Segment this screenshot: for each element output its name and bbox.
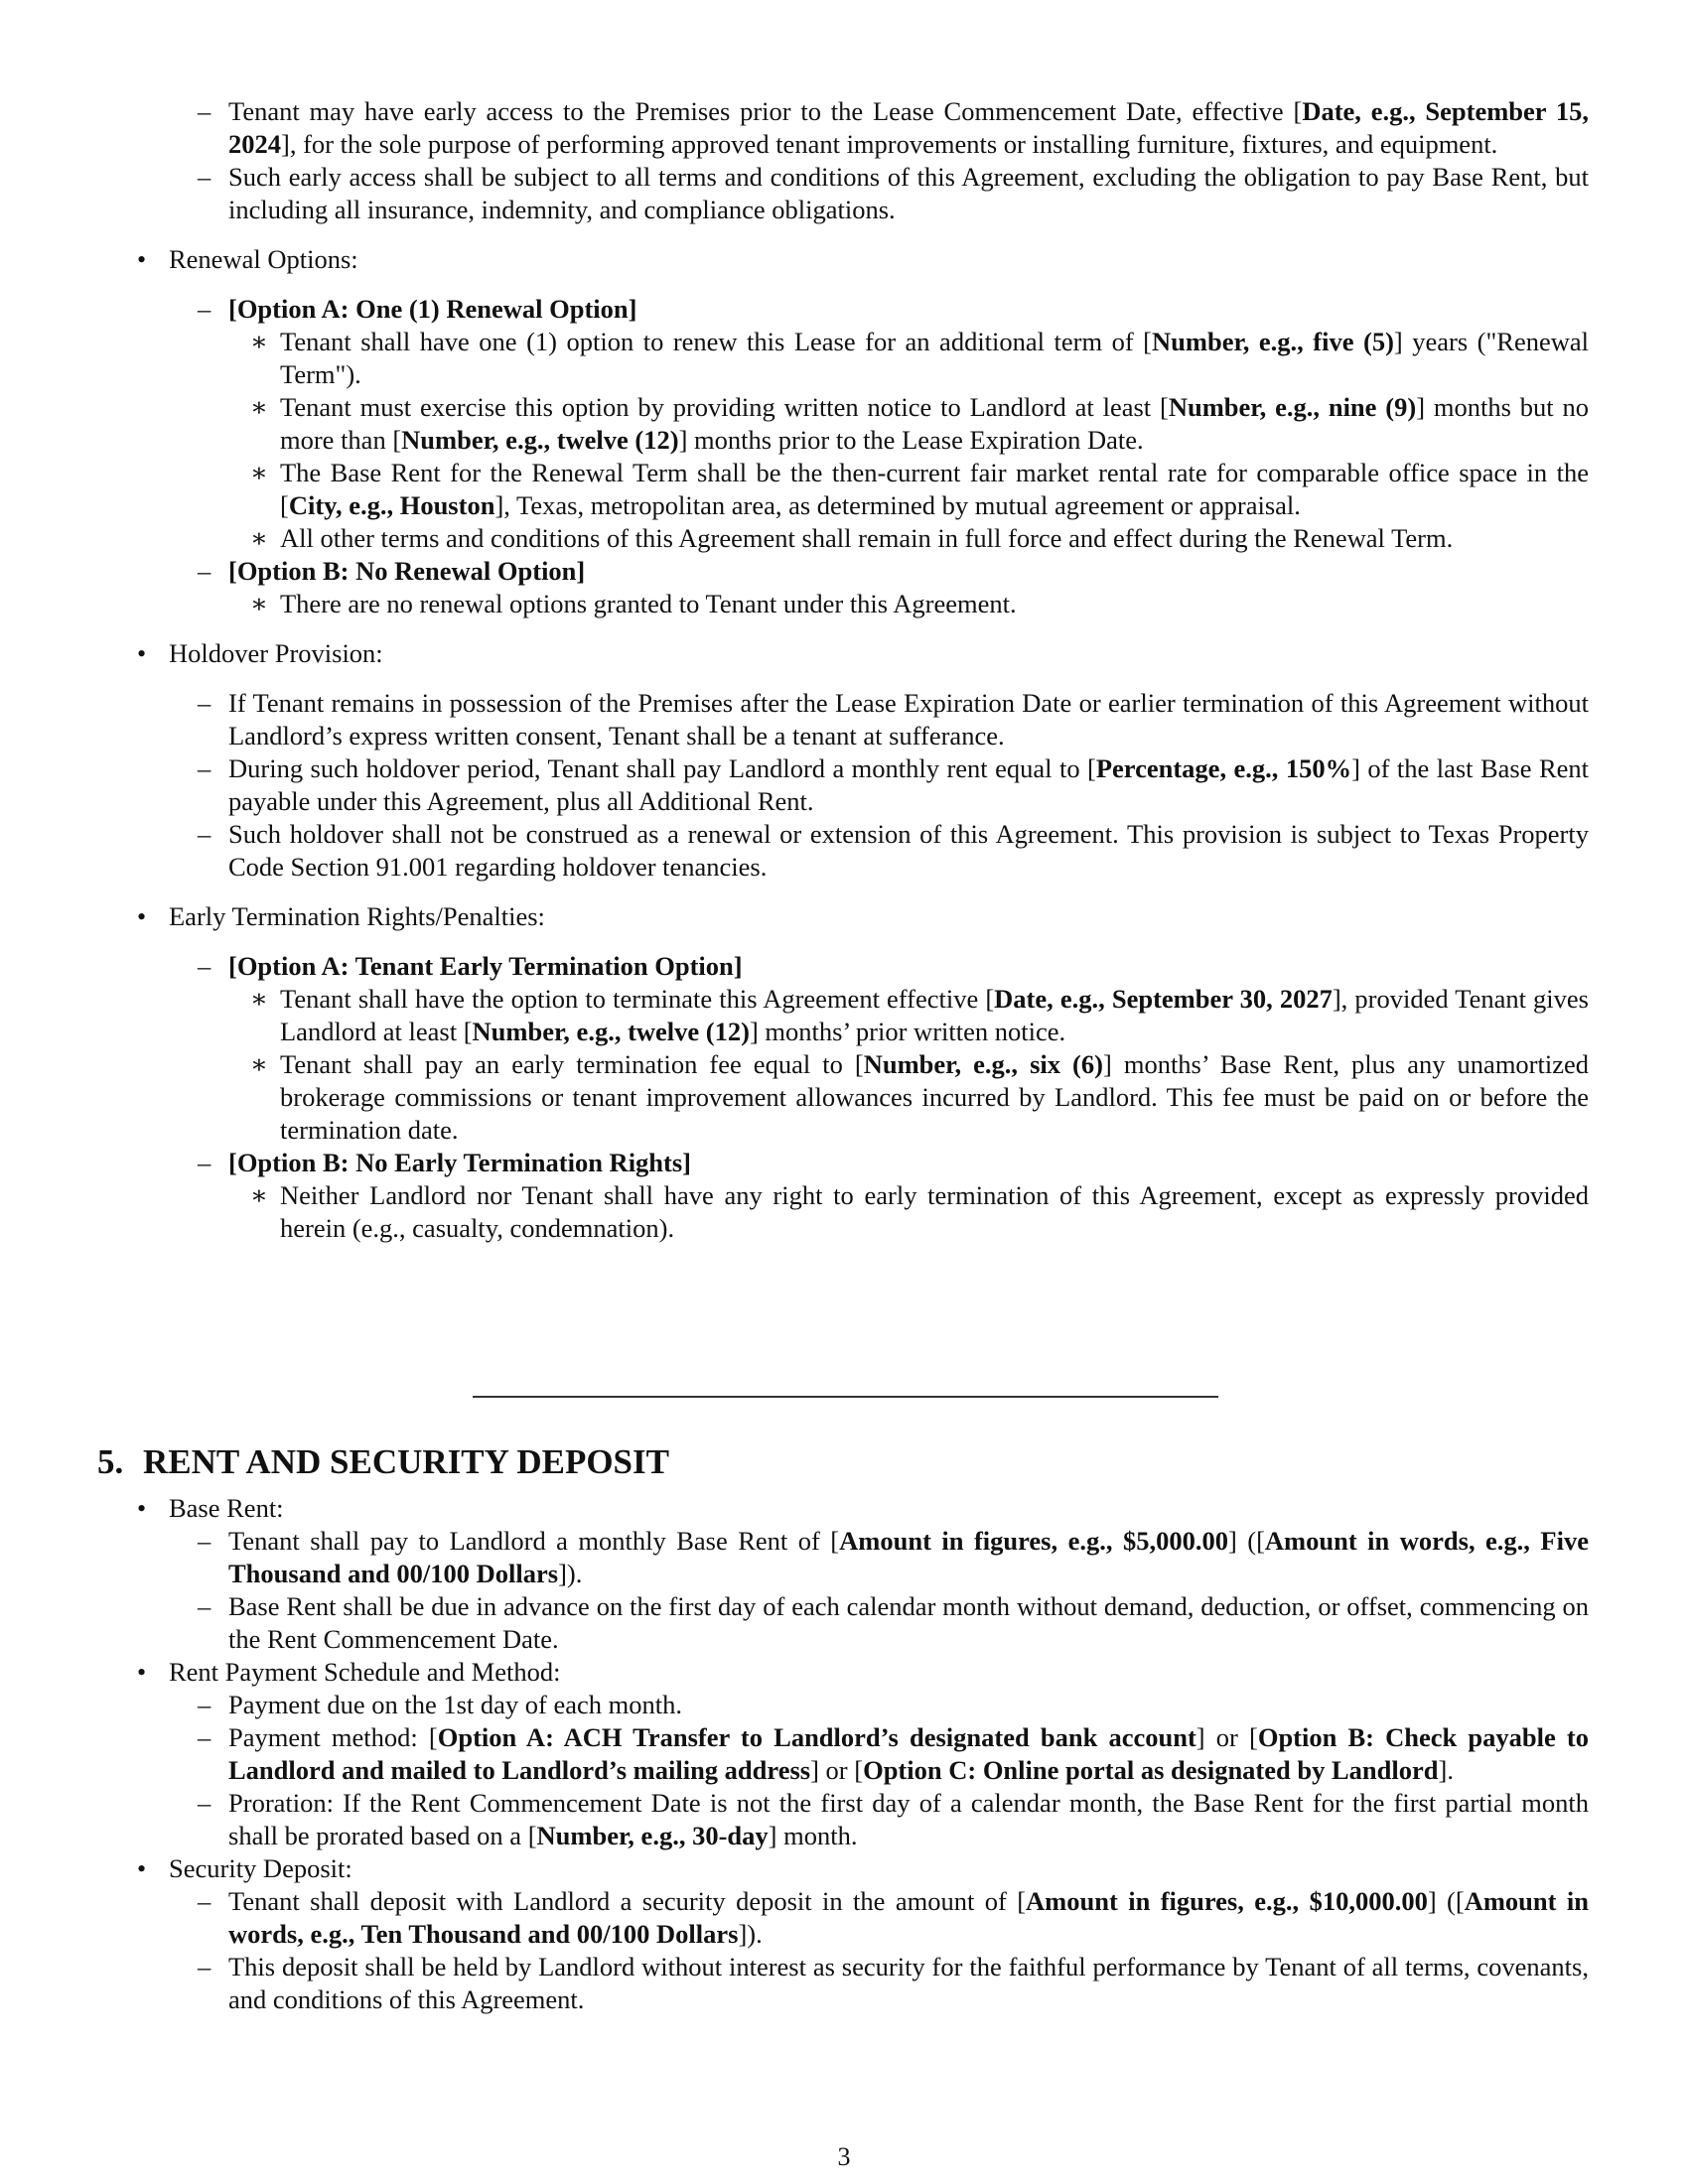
list-item: – Proration: If the Rent Commencement Date is not the first day of a calendar month, the Base Rent for the first partial month shall be prorated based on a [Number, e.g., 30-day] month. (198, 1788, 1589, 1850)
dash-marker: – (198, 753, 211, 783)
dash-marker: – (198, 96, 211, 126)
bullet-marker: • (137, 1658, 147, 1687)
placeholder-field: City, e.g., Houston (288, 490, 495, 520)
bullet-holdover: • Holdover Provision: (137, 638, 383, 668)
bullet-marker: • (137, 902, 147, 931)
list-item: ∗ There are no renewal options granted to Tenant under this Agreement. (250, 589, 1017, 618)
lease-section-5 (97, 1492, 1589, 2016)
dash-marker: – (198, 1148, 211, 1177)
star-marker: ∗ (250, 458, 269, 487)
bullet-security-deposit: • Security Deposit: (137, 1853, 352, 1883)
bullet-base-rent: • Base Rent: (137, 1493, 284, 1523)
list-item: – Such early access shall be subject to all terms and conditions of this Agreement, excluding the obligation to pay Base Rent, but including all insurance, indemnity, and compliance obligations. (198, 162, 1589, 224)
list-item: – Tenant shall deposit with Landlord a security deposit in the amount of [Amount in figures, e.g., $10,000.00] ([Amount in words, e.g., Ten Thousand and 00/100 Dollars]). (198, 1886, 1589, 1949)
bullet-marker: • (137, 1854, 147, 1883)
dash-marker: – (198, 556, 211, 586)
list-item: ∗ All other terms and conditions of this Agreement shall remain in full force and effect during the Renewal Term. (250, 523, 1454, 553)
dash-marker: – (198, 1526, 211, 1556)
option-heading: – [Option B: No Renewal Option] (198, 556, 586, 586)
bullet-early-termination: • Early Termination Rights/Penalties: (137, 901, 545, 931)
dash-marker: – (198, 1690, 211, 1719)
placeholder-field: Number, e.g., twelve (12) (472, 1017, 750, 1046)
section-title: RENT AND SECURITY DEPOSIT (143, 1442, 669, 1481)
placeholder-field: Percentage, e.g., 150% (1095, 753, 1352, 783)
placeholder-field: Option A: ACH Transfer to Landlord’s designated bank account (437, 1722, 1196, 1752)
placeholder-field: Number, e.g., six (6) (863, 1049, 1103, 1079)
placeholder-field: Amount in figures, e.g., $5,000.00 (839, 1526, 1228, 1556)
placeholder-field: Option B: Check payable to Landlord and mailed to Landlord’s mailing address (228, 1722, 1590, 1785)
placeholder-field: Option C: Online portal as designated by Landlord (863, 1755, 1439, 1785)
option-heading: – [Option B: No Early Termination Rights] (198, 1148, 692, 1177)
list-item: ∗ Tenant must exercise this option by providing written notice to Landlord at least [Number, e.g., nine (9)] months but no more than [Number, e.g., twelve (12)] months prior to the Lease Expiration Date. (250, 392, 1589, 455)
placeholder-field: Amount in words, e.g., Ten Thousand and 00/100 Dollars (228, 1886, 1589, 1949)
dash-marker: – (198, 1591, 211, 1621)
dash-marker: – (198, 951, 211, 981)
list-item: ∗ Tenant shall pay an early termination fee equal to [Number, e.g., six (6)] months’ Base Rent, plus any unamortized brokerage commissions or tenant improvement allowances incurred by Landlord. This fee must be paid on or before the termination date. (250, 1049, 1590, 1145)
placeholder-field: Number, e.g., five (5) (1152, 327, 1394, 356)
list-item: – If Tenant remains in possession of the Premises after the Lease Expiration Date or earlier termination of this Agreement without Landlord’s express written consent, Tenant shall be a tenant at sufferance. (198, 688, 1589, 751)
star-marker: ∗ (250, 1049, 269, 1079)
page-number: 3 (837, 2142, 851, 2171)
bullet-marker: • (137, 1494, 147, 1523)
section-heading (97, 1441, 669, 1483)
star-marker: ∗ (250, 523, 269, 553)
list-item: – Payment method: [Option A: ACH Transfer to Landlord’s designated bank account] or [Option B: Check payable to Landlord and mailed to Landlord’s mailing address] or [Option C: Online portal as designated by Landlord]. (198, 1722, 1590, 1785)
dash-marker: – (198, 1886, 211, 1916)
list-item: – This deposit shall be held by Landlord without interest as security for the faithful performance by Tenant of all terms, covenants, and conditions of this Agreement. (198, 1952, 1589, 2014)
dash-marker: – (198, 1722, 211, 1752)
dash-marker: – (198, 162, 211, 192)
list-item: – Tenant shall pay to Landlord a monthly Base Rent of [Amount in figures, e.g., $5,000.00] ([Amount in words, e.g., Five Thousand and 00/100 Dollars]). (198, 1526, 1589, 1588)
star-marker: ∗ (250, 392, 269, 422)
placeholder-field: Date, e.g., September 30, 2027 (994, 984, 1333, 1014)
placeholder-field: Date, e.g., September 15, 2024 (228, 96, 1590, 159)
section-number: 5. (97, 1442, 124, 1481)
option-heading: – [Option A: Tenant Early Termination Option] (198, 951, 743, 981)
bullet-marker: • (137, 639, 147, 668)
list-item: ∗ Neither Landlord nor Tenant shall have any right to early termination of this Agreement, except as expressly provided herein (e.g., casualty, condemnation). (250, 1180, 1589, 1243)
star-marker: ∗ (250, 589, 269, 618)
star-marker: ∗ (250, 1180, 269, 1210)
section-divider (473, 1396, 1218, 1398)
list-item: – During such holdover period, Tenant shall pay Landlord a monthly rent equal to [Percentage, e.g., 150%] of the last Base Rent payable under this Agreement, plus all Additional Rent. (198, 753, 1589, 816)
list-item: – Tenant may have early access to the Premises prior to the Lease Commencement Date, effective [Date, e.g., September 15, 2024], for the sole purpose of performing approved tenant improvements or installing furniture, fixtures, and equipment. (198, 96, 1590, 159)
placeholder-field: Number, e.g., 30-day (536, 1821, 769, 1850)
placeholder-field: Number, e.g., twelve (12) (401, 425, 679, 455)
placeholder-field: Number, e.g., nine (9) (1168, 392, 1417, 422)
list-item: ∗ Tenant shall have one (1) option to renew this Lease for an additional term of [Number, e.g., five (5)] years ("Renewal Term"). (250, 327, 1590, 389)
list-item: – Such holdover shall not be construed as a renewal or extension of this Agreement. This provision is subject to Texas Property Code Section 91.001 regarding holdover tenancies. (198, 819, 1589, 882)
list-item: – Payment due on the 1st day of each month. (198, 1690, 683, 1719)
dash-marker: – (198, 294, 211, 324)
bullet-marker: • (137, 245, 147, 274)
placeholder-field: Amount in figures, e.g., $10,000.00 (1026, 1886, 1428, 1916)
dash-marker: – (198, 819, 211, 849)
star-marker: ∗ (250, 984, 269, 1014)
lease-section-4-continued (97, 95, 1589, 1245)
list-item: ∗ The Base Rent for the Renewal Term shall be the then-current fair market rental rate for comparable office space in the [City, e.g., Houston], Texas, metropolitan area, as determined by mutual agreement or appraisal. (250, 458, 1589, 520)
dash-marker: – (198, 1952, 211, 1981)
list-item: ∗ Tenant shall have the option to terminate this Agreement effective [Date, e.g., September 30, 2027], provided Tenant gives Landlord at least [Number, e.g., twelve (12)] months’ prior written notice. (250, 984, 1589, 1046)
bullet-renewal-options: • Renewal Options: (137, 244, 358, 274)
bullet-payment-schedule: • Rent Payment Schedule and Method: (137, 1657, 561, 1687)
dash-marker: – (198, 688, 211, 718)
dash-marker: – (198, 1788, 211, 1818)
placeholder-field: Amount in words, e.g., Five Thousand and 00/100 Dollars (228, 1526, 1589, 1588)
option-heading: – [Option A: One (1) Renewal Option] (198, 294, 637, 324)
star-marker: ∗ (250, 327, 269, 356)
list-item: – Base Rent shall be due in advance on the first day of each calendar month without demand, deduction, or offset, commencing on the Rent Commencement Date. (198, 1591, 1589, 1654)
